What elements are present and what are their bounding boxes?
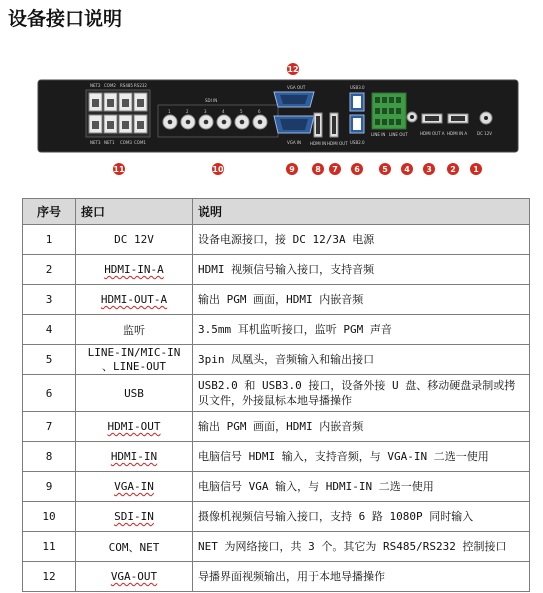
label-com2: COM2 — [104, 83, 116, 88]
label-net3: NET3 — [90, 140, 101, 145]
table-row — [23, 502, 530, 532]
marker-11 — [113, 163, 125, 175]
row-no: 5 — [23, 345, 76, 375]
table-row — [23, 225, 530, 255]
label-line-in: LINE IN — [371, 132, 386, 137]
sdi-num-5: 5 — [240, 109, 243, 114]
row-desc: 输出 PGM 画面，HDMI 内嵌音频 — [193, 412, 530, 442]
label-hdmi-in-a: HDMI IN A — [447, 131, 468, 136]
row-port: VGA-IN — [114, 480, 154, 493]
svg-text:12: 12 — [287, 65, 299, 74]
headphone-jack — [407, 112, 417, 122]
header-port: 接口 — [76, 199, 193, 225]
row-desc: 3pin 凤凰头，音频输入和输出接口 — [193, 345, 530, 375]
svg-text:11: 11 — [113, 165, 125, 174]
svg-text:7: 7 — [332, 165, 338, 174]
label-net1: NET1 — [104, 140, 115, 145]
table-row — [23, 375, 530, 412]
row-port: HDMI-OUT — [107, 420, 161, 433]
row-desc: HDMI 视频信号输入接口，支持音频 — [193, 255, 530, 285]
row-port: HDMI-IN — [110, 450, 158, 463]
marker-1 — [470, 163, 482, 175]
hdmi-in-port — [314, 113, 322, 137]
row-no: 10 — [23, 502, 76, 532]
marker-9 — [286, 163, 298, 175]
row-no: 3 — [23, 285, 76, 315]
row-desc: 摄像机视频信号输入接口，支持 6 路 1080P 同时输入 — [193, 502, 530, 532]
label-sdi-in: SDI IN — [205, 98, 218, 103]
header-no: 序号 — [23, 199, 76, 225]
row-port: VGA-OUT — [110, 570, 158, 583]
hdmi-out-port — [330, 113, 338, 137]
svg-text:10: 10 — [212, 165, 224, 174]
row-port — [76, 345, 193, 375]
table-row — [23, 345, 530, 375]
page-title: 设备接口说明 — [8, 8, 123, 30]
device-rear-panel — [0, 55, 543, 190]
table-row — [23, 315, 530, 345]
row-no: 7 — [23, 412, 76, 442]
table-row — [23, 472, 530, 502]
phoenix-terminal — [372, 93, 406, 129]
marker-2 — [447, 163, 459, 175]
label-usb2: USB2.0 — [350, 140, 365, 145]
marker-5 — [379, 163, 391, 175]
table-row — [23, 442, 530, 472]
label-net2: NET2 — [90, 83, 101, 88]
row-desc: 设备电源接口，接 DC 12/3A 电源 — [193, 225, 530, 255]
label-hdmi-out: HDMI OUT — [327, 141, 348, 146]
row-port-line1: LINE-IN/MIC-IN — [87, 345, 181, 359]
row-no: 8 — [23, 442, 76, 472]
label-com1: COM1 — [134, 140, 146, 145]
label-usb3: USB3.0 — [350, 85, 365, 90]
sdi-num-3: 3 — [204, 109, 207, 114]
row-desc: 电脑信号 VGA 输入，与 HDMI-IN 二选一使用 — [193, 472, 530, 502]
row-desc: USB2.0 和 USB3.0 接口，设备外接 U 盘、移动硬盘录制或拷贝文件，外接鼠标本地导播操作 — [193, 375, 530, 412]
table-row — [23, 255, 530, 285]
row-desc: 输出 PGM 画面，HDMI 内嵌音频 — [193, 285, 530, 315]
interface-table — [22, 198, 530, 592]
label-rs232: RS232 — [134, 83, 147, 88]
sdi-num-4: 4 — [222, 109, 225, 114]
label-hdmi-out-a: HDMI OUT A — [420, 131, 445, 136]
svg-text:1: 1 — [473, 165, 479, 174]
sdi-num-2: 2 — [186, 109, 189, 114]
row-port: DC 12V — [76, 225, 193, 255]
svg-text:2: 2 — [450, 165, 456, 174]
marker-10 — [212, 163, 224, 175]
vga-in-port — [274, 116, 314, 133]
row-port: HDMI-IN-A — [104, 263, 164, 276]
sdi-num-6: 6 — [258, 109, 261, 114]
table-row — [23, 562, 530, 592]
row-no: 11 — [23, 532, 76, 562]
label-rs485: RS485 — [120, 83, 133, 88]
marker-12 — [287, 63, 299, 75]
header-desc: 说明 — [193, 199, 530, 225]
label-vga-out: VGA OUT — [287, 85, 306, 90]
row-no: 9 — [23, 472, 76, 502]
dc-power-jack — [480, 112, 492, 124]
row-port: USB — [76, 375, 193, 412]
table-row — [23, 285, 530, 315]
svg-text:3: 3 — [426, 165, 432, 174]
row-desc: 3.5mm 耳机监听接口，监听 PGM 声音 — [193, 315, 530, 345]
svg-text:9: 9 — [289, 165, 295, 174]
row-desc: 导播界面视频输出，用于本地导播操作 — [193, 562, 530, 592]
sdi-num-1: 1 — [168, 109, 171, 114]
marker-4 — [401, 163, 413, 175]
label-hdmi-in: HDMI IN — [310, 141, 327, 146]
label-vga-in: VGA IN — [287, 140, 302, 145]
rj45-block — [86, 90, 150, 137]
hdmi-in-a-port — [448, 114, 468, 123]
hdmi-out-a-port — [422, 114, 442, 123]
label-dc12v: DC 12V — [477, 131, 492, 136]
row-port-line2: 、LINE-OUT — [102, 359, 166, 373]
row-no: 12 — [23, 562, 76, 592]
table-header-row — [23, 199, 530, 225]
svg-text:5: 5 — [382, 165, 388, 174]
marker-3 — [423, 163, 435, 175]
vga-out-port — [274, 92, 314, 107]
row-no: 4 — [23, 315, 76, 345]
marker-6 — [351, 163, 363, 175]
table-row — [23, 412, 530, 442]
row-port: HDMI-OUT-A — [100, 293, 168, 306]
label-com3: COM3 — [120, 140, 132, 145]
marker-8 — [312, 163, 324, 175]
row-port: COM、NET — [76, 532, 193, 562]
rear-panel-diagram — [0, 55, 543, 190]
marker-7 — [329, 163, 341, 175]
table-row — [23, 532, 530, 562]
row-no: 1 — [23, 225, 76, 255]
row-desc: NET 为网络接口，共 3 个。其它为 RS485/RS232 控制接口 — [193, 532, 530, 562]
row-port: 监听 — [76, 315, 193, 345]
row-desc: 电脑信号 HDMI 输入，支持音频，与 VGA-IN 二选一使用 — [193, 442, 530, 472]
row-port: SDI-IN — [114, 510, 154, 523]
row-no: 2 — [23, 255, 76, 285]
row-no: 6 — [23, 375, 76, 412]
svg-text:6: 6 — [354, 165, 360, 174]
svg-text:8: 8 — [315, 165, 321, 174]
label-line-out: LINE OUT — [389, 132, 408, 137]
svg-text:4: 4 — [404, 165, 410, 174]
